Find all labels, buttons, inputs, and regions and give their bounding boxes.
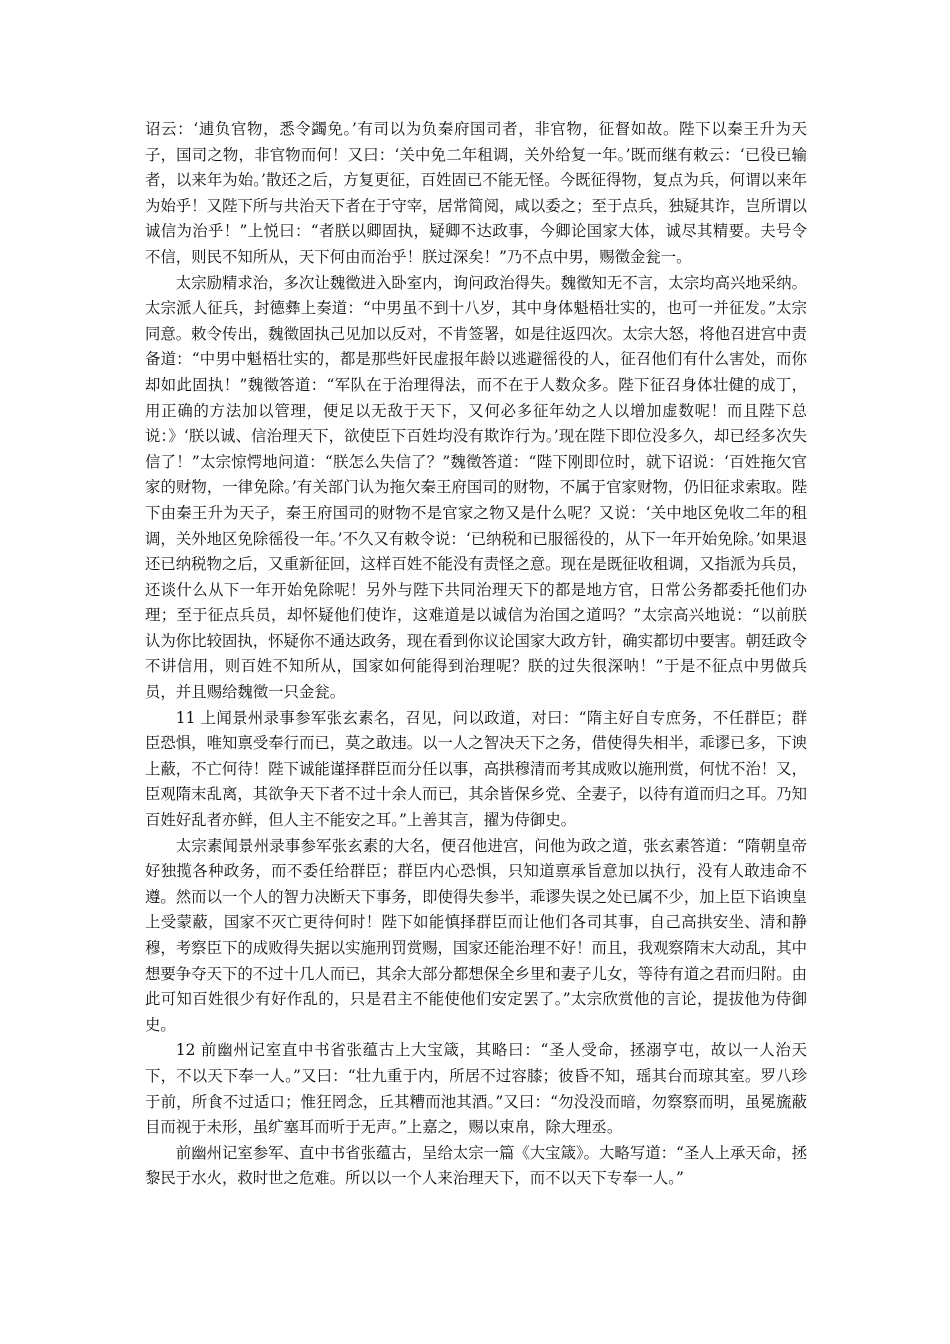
paragraph-4: 太宗素闻景州录事参军张玄素的大名，便召他进宫，问他为政之道，张玄素答道：“隋朝皇帝好独揽各种政务，而不委任给群臣；群臣内心恐惧，只知道禀承旨意加以执行，没有人敢违命不遵。然而以一个人的智力决断天下事务，即使得失参半，乖谬失误之处已属不少，加上臣下谄谀皇上受蒙蔽，国家不灭亡更待何时！陛下如能慎择群臣而让他们各司其事，自己高拱安坐、清和静穆，考察臣下的成败得失据以实施刑罚赏赐，国家还能治理不好！而且，我观察隋末大动乱，其中想要争夺天下的不过十几人而已，其余大部分都想保全乡里和妻子儿女，等待有道之君而归附。由此可知百姓很少有好作乱的，只是君主不能使他们安定罢了。”太宗欣赏他的言论，提拔他为侍御史。 [145, 836, 807, 1034]
paragraph-1: 诏云：‘逋负官物，悉令蠲免。’有司以为负秦府国司者，非官物，征督如故。陛下以秦王升为天子，国司之物，非官物而何！又曰：‘关中免二年租调，关外给复一年。’既而继有敕云：‘已役已输者，以来年为始。’散还之后，方复更征，百姓固已不能无怪。今既征得物，复点为兵，何谓以来年为始乎！又陛下所与共治天下者在于守宰，居常简阅，咸以委之；至于点兵，独疑其诈，岂所谓以诚信为治乎！”上悦曰：“者朕以卿固执，疑卿不达政事，今卿论国家大体，诚尽其精要。夫号令不信，则民不知所从，天下何由而治乎！朕过深矣！”乃不点中男，赐徵金瓮一。 [145, 120, 807, 266]
document-page [145, 117, 807, 1192]
paragraph-2: 太宗励精求治，多次让魏徵进入卧室内，询问政治得失。魏徵知无不言，太宗均高兴地采纳。太宗派人征兵，封德彝上奏道：“中男虽不到十八岁，其中身体魁梧壮实的，也可一并征发。”太宗同意。敕令传出，魏徵固执己见加以反对，不肯签署，如是往返四次。太宗大怒，将他召进宫中责备道：“中男中魁梧壮实的，都是那些奸民虚报年龄以逃避徭役的人，征召他们有什么害处，而你却如此固执！”魏徵答道：“军队在于治理得法，而不在于人数众多。陛下征召身体壮健的成丁，用正确的方法加以管理，便足以无敌于天下，又何必多征年幼之人以增加虚数呢！而且陛下总说：》‘朕以诚、信治理天下，欲使臣下百姓均没有欺诈行为。’现在陛下即位没多久，却已经多次失信了！”太宗惊愕地问道：“朕怎么失信了？”魏徵答道：“陛下刚即位时，就下诏说：‘百姓拖欠官家的财物，一律免除。’有关部门认为拖欠秦王府国司的财物，不属于官家财物，仍旧征求索取。陛下由秦王升为天子，秦王府国司的财物不是官家之物又是什么呢？又说：‘关中地区免收二年的租调，关外地区免除徭役一年。’不久又有敕令说：‘已纳税和已服徭役的，从下一年开始免除。’如果退还已纳税物之后，又重新征回，这样百姓不能没有责怪之意。现在是既征收租调，又指派为兵员，还谈什么从下一年开始免除呢！另外与陛下共同治理天下的都是地方官，日常公务都委托他们办理；至于征点兵员，却怀疑他们使诈，这难道是以诚信为治国之道吗？”太宗高兴地说：“以前朕认为你比较固执，怀疑你不通达政务，现在看到你议论国家大政方针，确实都切中要害。朝廷政令不讲信用，则百姓不知所从，国家如何能得到治理呢？朕的过失很深呐！”于是不征点中男做兵员，并且赐给魏徵一只金瓮。 [145, 273, 807, 702]
paragraph-5: 12 前幽州记室直中书省张蕴古上大宝箴，其略曰：“圣人受命，拯溺亨屯，故以一人治天下，不以天下奉一人。”又曰：“壮九重于内，所居不过容膝；彼昏不知，瑶其台而琼其室。罗八珍于前，所食不过适口；惟狂罔念，丘其糟而池其酒。”又曰：“勿没没而暗，勿察察而明，虽冕旒蔽目而视于未形，虽纩塞耳而听于无声。”上嘉之，赐以束帛，除大理丞。 [145, 1041, 807, 1137]
paragraph-6: 前幽州记室参军、直中书省张蕴古，呈给太宗一篇《大宝箴》。大略写道：“圣人上承天命，拯黎民于水火，救时世之危难。所以以一个人来治理天下，而不以天下专奉一人。” [145, 1143, 807, 1188]
paragraph-3: 11 上闻景州录事参军张玄素名，召见，问以政道，对曰：“隋主好自专庶务，不任群臣；群臣恐惧，唯知禀受奉行而已，莫之敢违。以一人之智决天下之务，借使得失相半，乖谬已多，下谀上蔽，不亡何待！陛下诚能谨择群臣而分任以事，高拱穆清而考其成败以施刑赏，何忧不治！又，臣观隋末乱离，其欲争天下者不过十余人而已，其余皆保乡党、全妻子，以待有道而归之耳。乃知百姓好乱者亦鲜，但人主不能安之耳。”上善其言，擢为侍御史。 [145, 708, 807, 830]
